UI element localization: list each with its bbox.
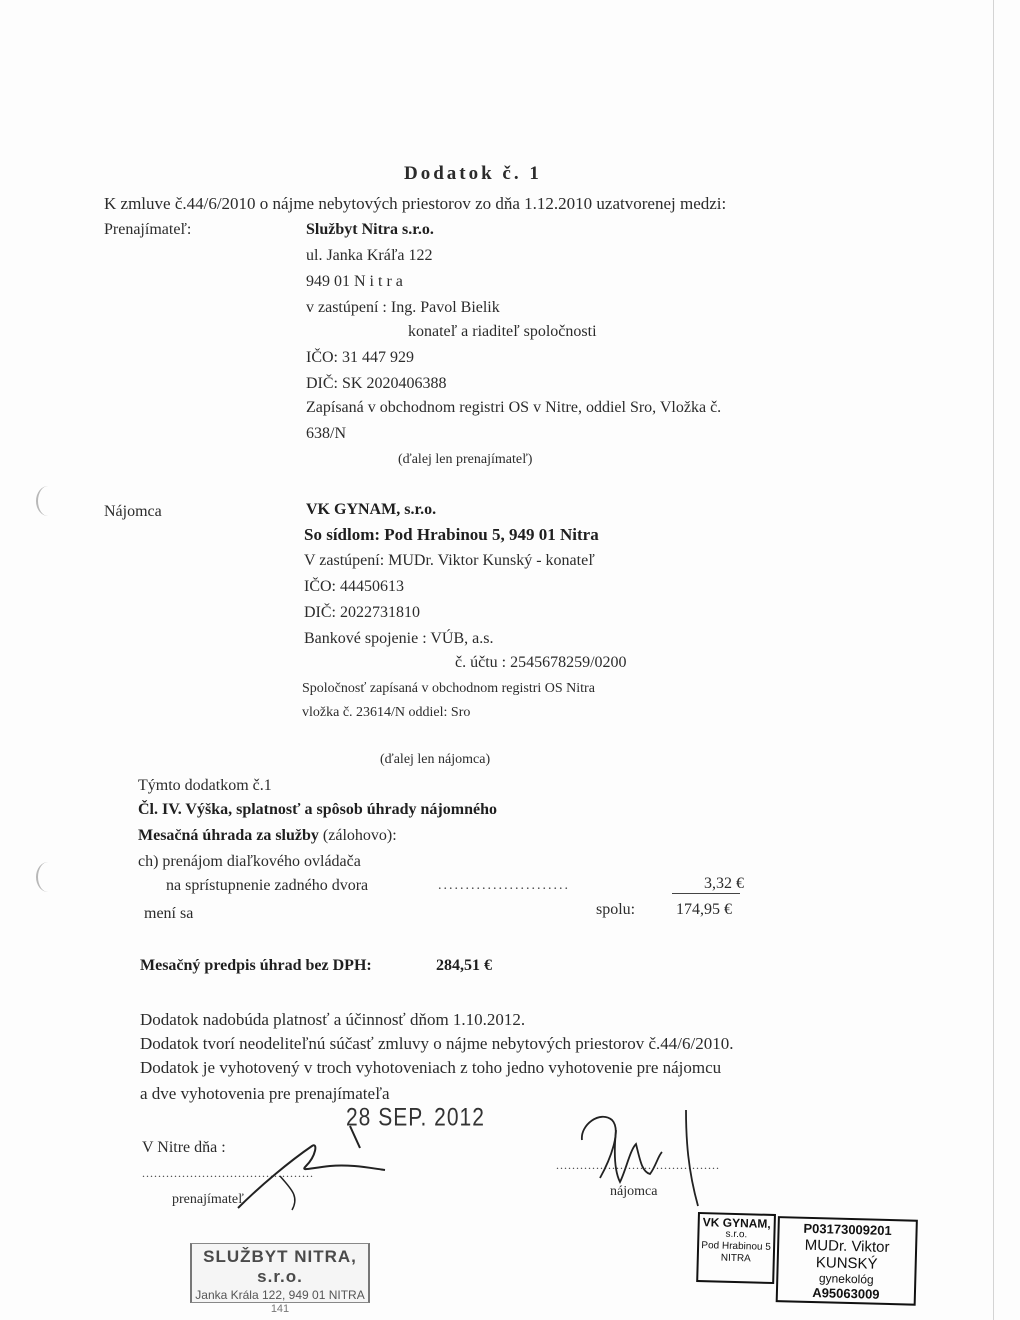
place-label: V Nitre dňa : xyxy=(142,1139,226,1156)
tenant-signature xyxy=(570,1100,720,1210)
item-line2: na sprístupnenie zadného dvora xyxy=(166,877,369,894)
validity-text: Dodatok nadobúda platnosť a účinnosť dňom 1.10.2012. xyxy=(140,1010,526,1029)
left-signature-label: prenajímateľ xyxy=(172,1192,244,1207)
tenant-register-line2: vložka č. 23614/N oddiel: Sro xyxy=(302,705,471,720)
monthly-label: Mesačný predpis úhrad bez DPH: xyxy=(140,957,372,974)
integral-text: Dodatok tvorí neodeliteľnú súčasť zmluvy o nájme nebytových priestorov č.44/6/2010. xyxy=(140,1034,734,1053)
item-amount-underline xyxy=(672,893,740,894)
landlord-label: Prenajímateľ: xyxy=(104,221,192,238)
intro-line: K zmluve č.44/6/2010 o nájme nebytových priestorov zo dňa 1.12.2010 uzatvorenej medzi: xyxy=(104,194,727,213)
landlord-city: 949 01 N i t r a xyxy=(306,273,403,290)
right-signature-label: nájomca xyxy=(610,1184,658,1199)
tenant-stamp xyxy=(696,1212,916,1306)
document-title: Dodatok č. 1 xyxy=(404,163,542,184)
tenant-name: VK GYNAM, s.r.o. xyxy=(306,501,437,518)
right-signature-dots: ......................................... xyxy=(556,1158,720,1172)
landlord-stamp-address: Janka Krála 122, 949 01 NITRA xyxy=(195,1288,365,1302)
left-signature-dots: ........................................... xyxy=(142,1166,314,1180)
tenant-alias: (ďalej len nájomca) xyxy=(380,752,491,767)
tenant-ico: IČO: 44450613 xyxy=(304,578,404,595)
tenant-stamp-code2: A95063009 xyxy=(812,1285,880,1302)
landlord-dic: DIČ: SK 2020406388 xyxy=(306,375,447,392)
tenant-stamp-street: Pod Hrabinou 5 xyxy=(701,1240,771,1253)
landlord-register-line2: 638/N xyxy=(306,425,346,442)
tenant-dic: DIČ: 2022731810 xyxy=(304,604,420,621)
landlord-ico: IČO: 31 447 929 xyxy=(306,349,414,366)
tenant-label: Nájomca xyxy=(104,503,162,520)
total-amount: 174,95 € xyxy=(676,901,732,918)
item-amount: 3,32 € xyxy=(704,875,744,892)
landlord-role: konateľ a riaditeľ spoločnosti xyxy=(408,323,597,340)
tenant-stamp-doctor-box xyxy=(776,1216,918,1306)
services-label-bold: Mesačná úhrada za služby xyxy=(138,827,319,844)
changes-text: mení sa xyxy=(144,905,194,922)
services-heading xyxy=(138,826,397,846)
monthly-amount: 284,51 € xyxy=(436,957,492,974)
copies-line2: a dve vyhotovenia pre prenajímateľa xyxy=(140,1084,390,1103)
punch-hole-mark xyxy=(36,862,60,892)
item-line1: ch) prenájom diaľkového ovládača xyxy=(138,853,361,870)
landlord-alias: (ďalej len prenajímateľ) xyxy=(398,452,533,467)
tenant-bank: Bankové spojenie : VÚB, a.s. xyxy=(304,630,494,647)
services-label-normal: (zálohovo): xyxy=(318,827,397,844)
article-heading: Čl. IV. Výška, splatnosť a spôsob úhrady nájomného xyxy=(138,801,497,818)
tenant-stamp-specialty: gynekológ xyxy=(818,1271,874,1287)
tenant-account: č. účtu : 2545678259/0200 xyxy=(455,654,627,671)
date-stamp: 28 SEP. 2012 xyxy=(346,1104,485,1132)
total-label: spolu: xyxy=(596,901,636,918)
tenant-stamp-company-box xyxy=(696,1212,776,1284)
tenant-register-line1: Spoločnosť zapísaná v obchodnom registri OS Nitra xyxy=(302,681,595,696)
tenant-stamp-form: s.r.o. xyxy=(725,1228,748,1241)
copies-line1: Dodatok je vyhotovený v troch vyhotoveniach z toho jedno vyhotovenie pre nájomcu xyxy=(140,1058,722,1077)
punch-hole-mark xyxy=(36,486,60,516)
amend-intro: Týmto dodatkom č.1 xyxy=(138,777,272,794)
tenant-seat: So sídlom: Pod Hrabinou 5, 949 01 Nitra xyxy=(304,525,599,544)
tenant-stamp-city: NITRA xyxy=(720,1252,751,1265)
tenant-stamp-company: VK GYNAM, xyxy=(702,1215,771,1231)
landlord-stamp xyxy=(190,1243,370,1315)
landlord-represented: v zastúpení : Ing. Pavol Bielik xyxy=(306,299,500,316)
tenant-stamp-code1: P03173009201 xyxy=(803,1220,892,1239)
landlord-name: Službyt Nitra s.r.o. xyxy=(306,221,434,238)
item-dots: ........................ xyxy=(438,878,570,893)
landlord-stamp-number: 141 xyxy=(270,1303,290,1315)
landlord-stamp-name: SLUŽBYT NITRA, s.r.o. xyxy=(203,1247,357,1286)
landlord-street: ul. Janka Kráľa 122 xyxy=(306,247,433,264)
tenant-represented: V zastúpení: MUDr. Viktor Kunský - konateľ xyxy=(304,552,595,569)
tenant-stamp-doctor: MUDr. Viktor KUNSKÝ xyxy=(804,1236,890,1273)
landlord-register-line1: Zapísaná v obchodnom registri OS v Nitre, oddiel Sro, Vložka č. xyxy=(306,399,722,416)
page-edge-line xyxy=(993,0,994,1320)
landlord-signature xyxy=(220,1116,400,1216)
